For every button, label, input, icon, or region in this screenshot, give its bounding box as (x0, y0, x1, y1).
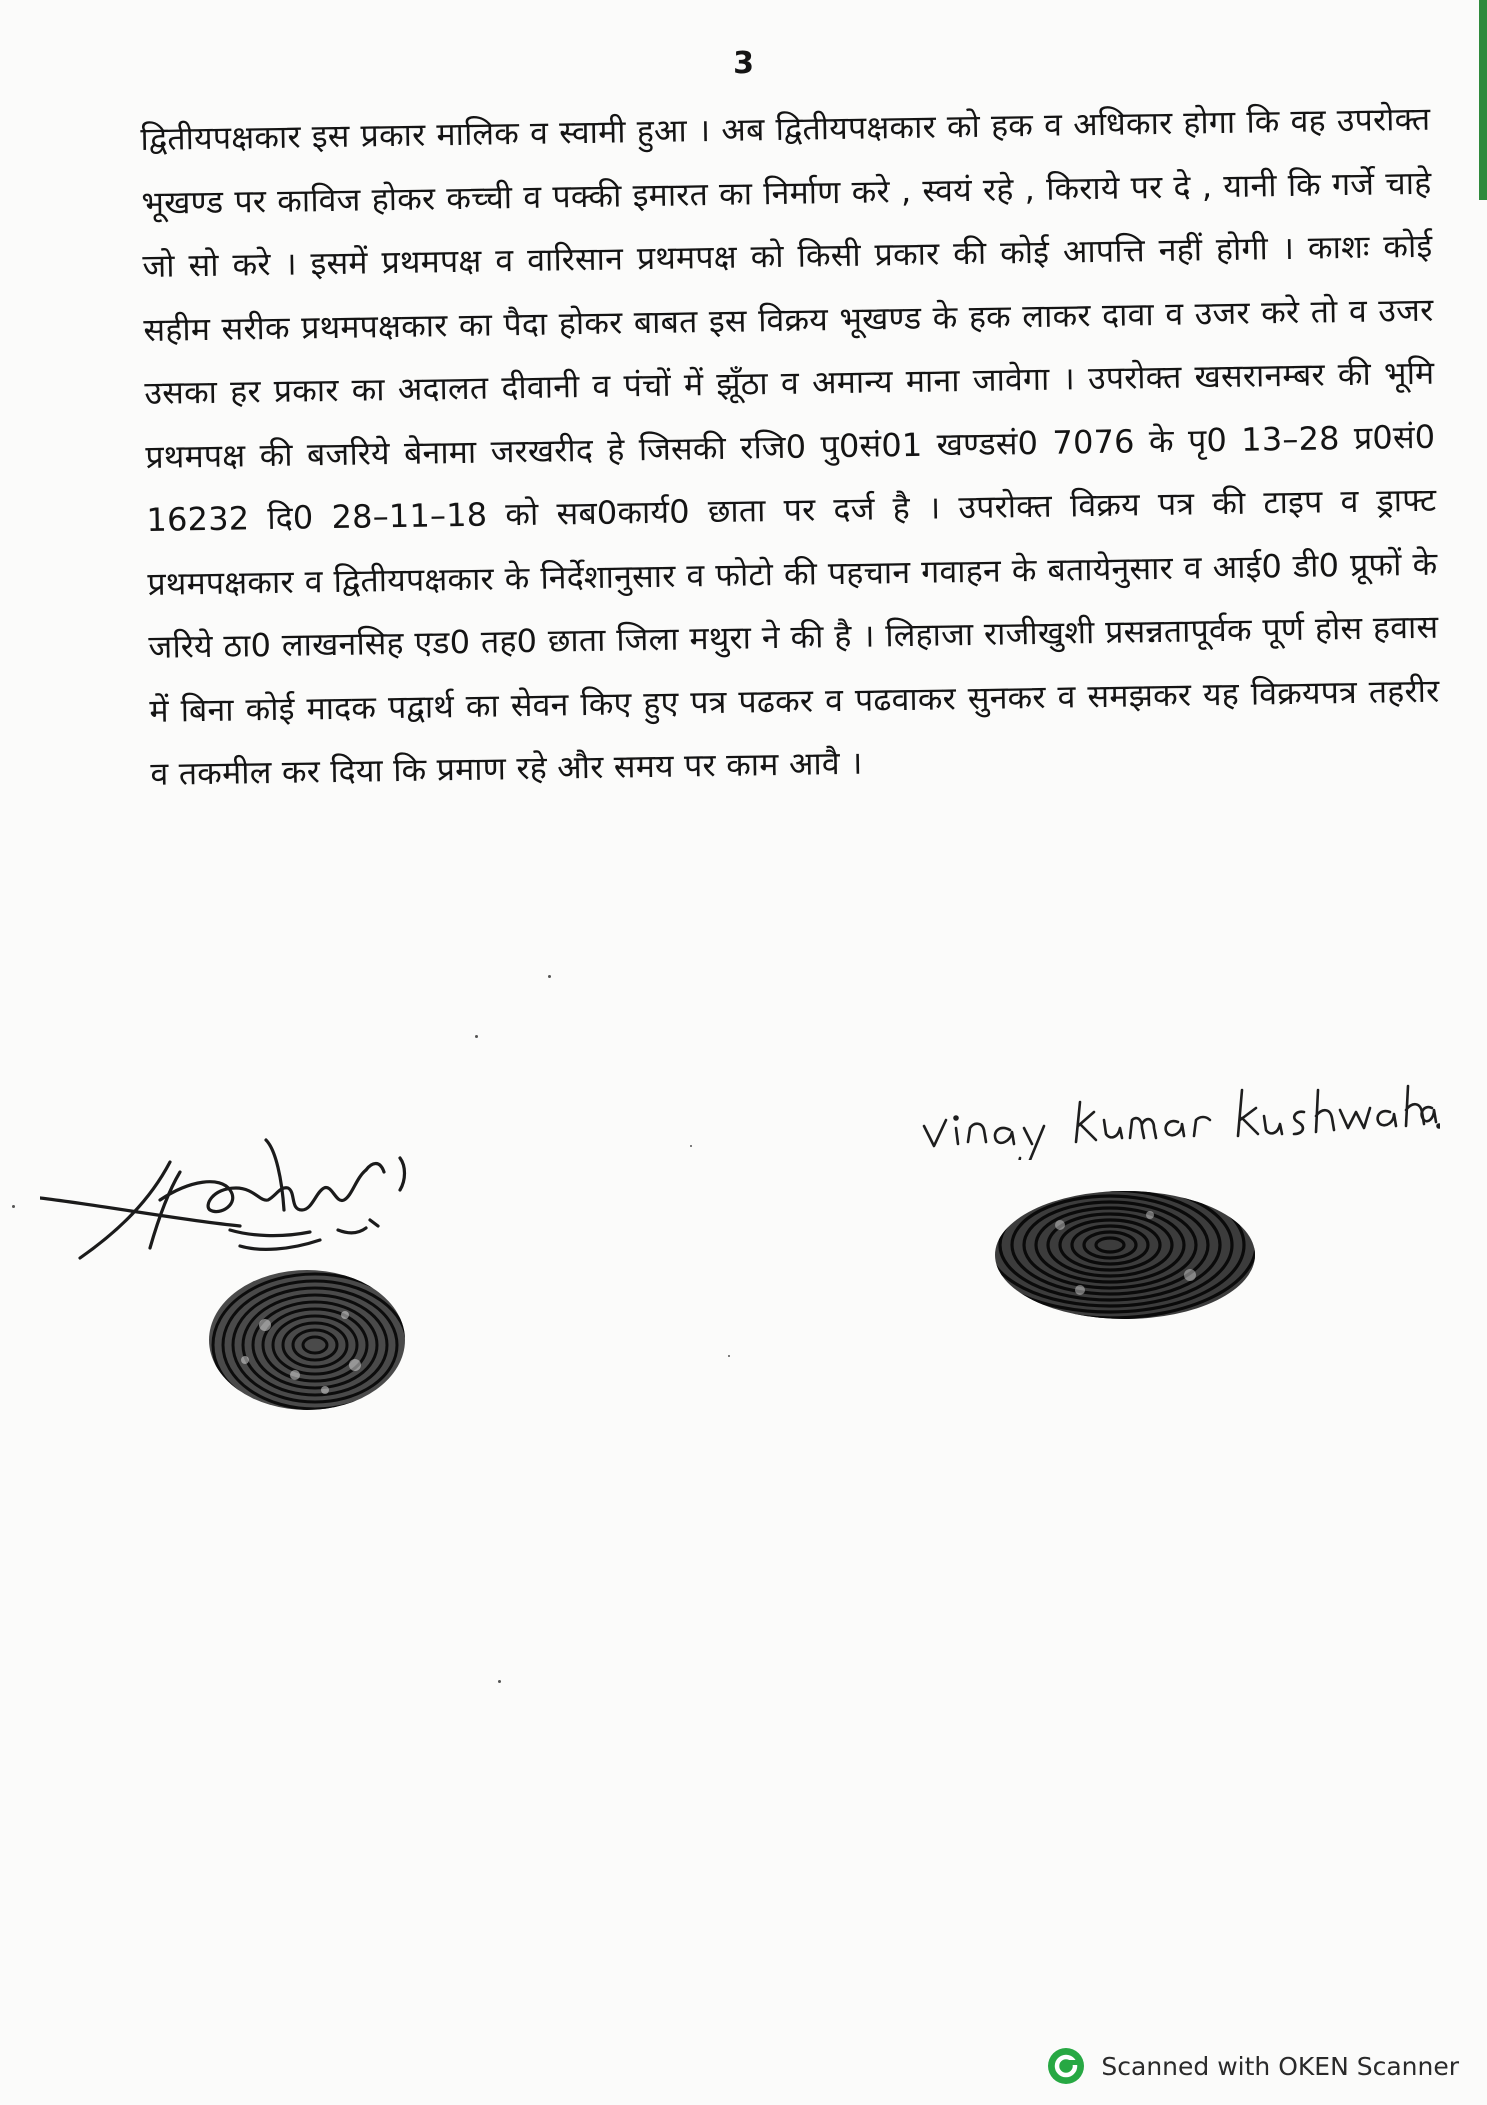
scan-speck (690, 1145, 692, 1147)
scan-speck (728, 1355, 730, 1357)
page-edge-strip (1479, 0, 1487, 200)
scanner-watermark (1047, 2045, 1459, 2087)
oken-scanner-logo-icon (1047, 2047, 1085, 2085)
scan-speck (475, 1035, 478, 1038)
page-number: 3 (733, 46, 754, 81)
scan-speck (498, 1680, 501, 1683)
thumbprint-icon (990, 1185, 1260, 1325)
handwritten-signature-icon (40, 1080, 480, 1280)
handwritten-signature-icon (920, 1050, 1440, 1160)
body-paragraph: द्वितीयपक्षकार इस प्रकार मालिक व स्वामी हुआ । अब द्वितीयपक्षकार को हक व अधिकार होगा कि वह उपरोक्त भूखण्ड पर काविज होकर कच्ची व पक्की इमारत का निर्माण करे , स्वयं रहे , किराये पर दे , यानी कि गर्जे चाहे जो सो करे । इसमें प्रथमपक्ष व वारिसान प्रथमपक्ष को किसी प्रकार की कोई आपत्ति नहीं होगी । काशः कोई सहीम सरीक प्रथमपक्षकार का पैदा होकर बाबत इस विक्रय भूखण्ड के हक लाकर दावा व उजर करे तो व उजर उसका हर प्रकार का अदालत दीवानी व पंचों में झूँठा व अमान्य माना जावेगा । उपरोक्त खसरानम्बर की भूमि प्रथमपक्ष की बजरिये बेनामा जरखरीद हे जिसकी रजि0 पु0सं01 खण्डसं0 7076 के पृ0 13–28 प्र0सं0 16232 दि0 28–11–18 को सब0कार्य0 छाता पर दर्ज है । उपरोक्त विक्रय पत्र की टाइप व ड्राफ्ट प्रथमपक्षकार व द्वितीयपक्षकार के निर्देशानुसार व फोटो की पहचान गवाहन के बतायेनुसार व आई0 डी0 प्रूफों के जरिये ठा0 लाखनसिह एड0 तह0 छाता जिला मथुरा ने की है । लिहाजा राजीखुशी प्रसन्नतापूर्वक पूर्ण होस हवास में बिना कोई मादक पद्वार्थ का सेवन किए हुए पत्र पढकर व पढवाकर सुनकर व समझकर यह विक्रयपत्र तहरीर व तकमील कर दिया कि प्रमाण रहे और समय पर काम आवै । (140, 99, 1440, 793)
scan-speck (12, 1205, 15, 1208)
scan-speck (548, 975, 551, 978)
thumbprint-icon (205, 1265, 410, 1415)
scanner-label: Scanned with OKEN Scanner (1101, 2051, 1459, 2081)
